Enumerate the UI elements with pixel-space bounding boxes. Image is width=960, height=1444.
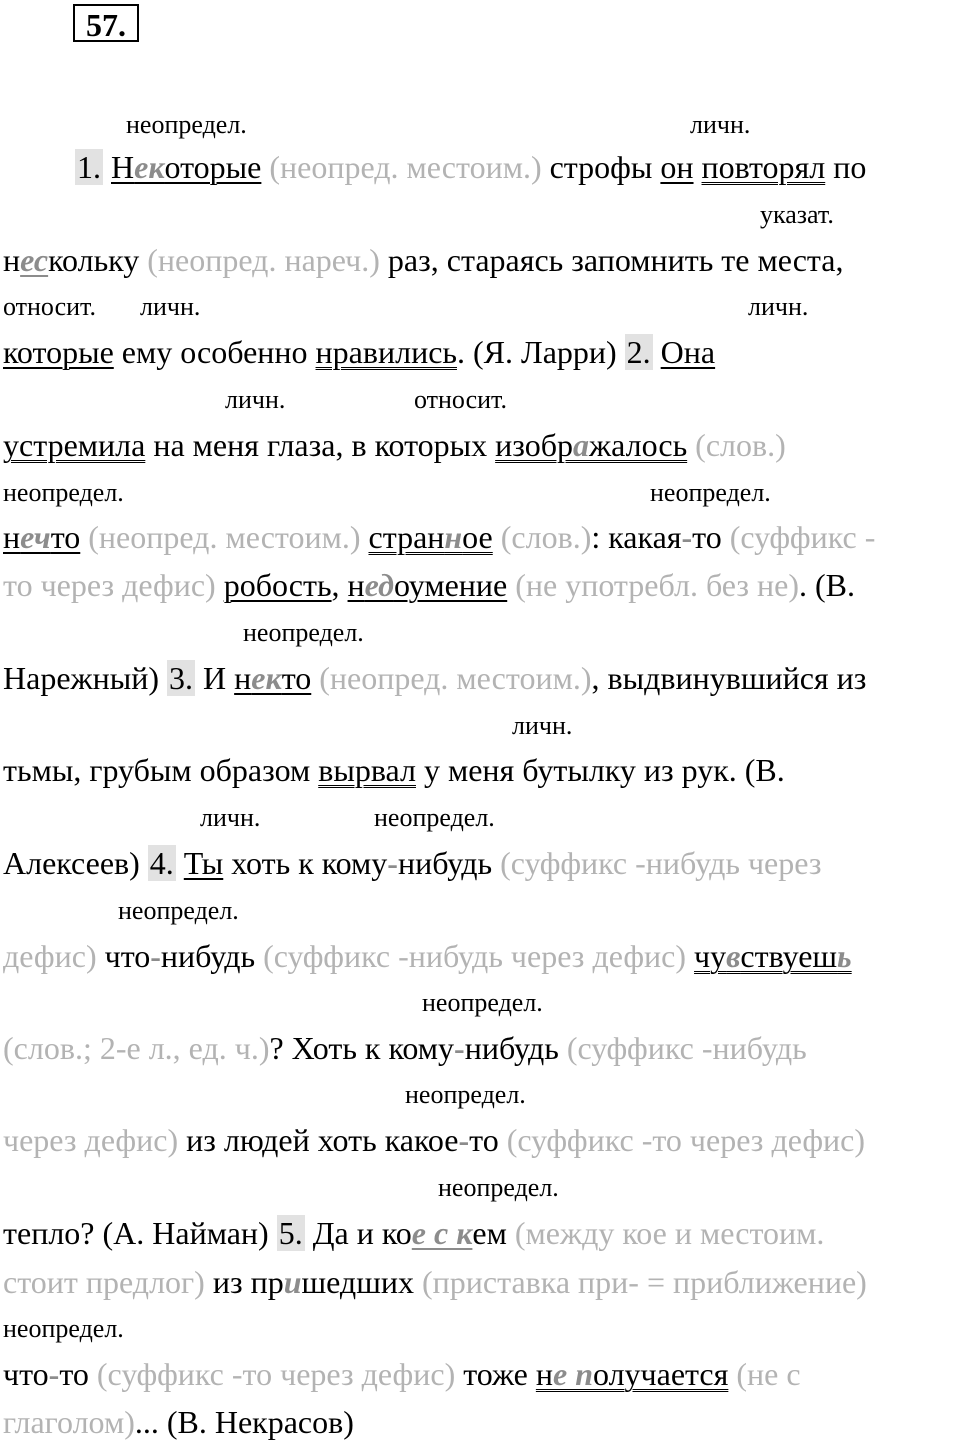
word-neskolku: нескольку [3, 242, 140, 278]
annotation: неопредел. [438, 1173, 559, 1202]
highlight-spelling: е с к [411, 1215, 473, 1251]
annotation: личн. [200, 803, 261, 832]
annotation: неопредел. [3, 478, 124, 507]
comment: (суффикс -то через дефис) [96, 1356, 456, 1392]
sentence-number: 1. [77, 149, 101, 185]
comment: (суффикс -то через дефис) [506, 1122, 866, 1158]
text-line-1: 1. Некоторые (неопред. местоим.) строфы он повторял по [77, 149, 867, 185]
comment: (неопред. местоим.) [88, 519, 361, 555]
comment: (суффикс -нибудь [566, 1030, 807, 1066]
predicate: устремила [3, 427, 146, 463]
comment: (приставка при- = приближение) [421, 1264, 867, 1300]
subject: Она [660, 334, 716, 370]
comment: (неопред. местоим.) [319, 660, 592, 696]
predicate: не получается [535, 1356, 729, 1392]
word-nekotorye: Некоторые [111, 149, 262, 185]
comment: (не употребл. без не) [515, 567, 800, 603]
annotation: неопредел. [422, 988, 543, 1017]
subject: недоумение [347, 567, 508, 603]
text-line-4: устремила на меня глаза, в которых изображалось (слов.) [3, 427, 786, 463]
annotation: указат. [760, 200, 834, 229]
subject: некто [234, 660, 312, 696]
comment: (не с [736, 1356, 801, 1392]
annotation: неопредел. [126, 110, 247, 139]
predicate: странное [368, 519, 493, 555]
text-line-8: тьмы, грубым образом вырвал у меня бутылку из рук. (В. [3, 752, 785, 788]
sentence-number: 5. [278, 1215, 303, 1251]
text-line-7: Нарежный) 3. И некто (неопред. местоим.), выдвинувшийся из [3, 660, 867, 696]
comment: то через дефис) [3, 567, 216, 603]
sentence-number: 4. [149, 845, 174, 881]
subject: робость [223, 567, 332, 603]
text-line-6: то через дефис) робость, недоумение (не употребл. без не). (В. [3, 567, 856, 603]
predicate: нравились [315, 334, 457, 370]
subject: которые [3, 334, 114, 370]
comment: через дефис) [3, 1122, 179, 1158]
subject: Ты [183, 845, 224, 881]
sentence-number: 2. [626, 334, 651, 370]
subject: нечто [3, 519, 81, 555]
comment: (суффикс - [729, 519, 876, 555]
text-line-14: стоит предлог) из пришедших (приставка при- = приближение) [3, 1264, 867, 1300]
comment: (слов.) [695, 427, 786, 463]
comment: (между кое и местоим. [514, 1215, 825, 1251]
comment: (слов.) [500, 519, 592, 555]
predicate: повторял [701, 149, 826, 185]
annotation: личн. [512, 711, 573, 740]
annotation: неопредел. [118, 896, 239, 925]
comment: (неопред. местоим.) [269, 149, 542, 185]
annotation: личн. [748, 292, 809, 321]
comment: (неопред. нареч.) [147, 242, 380, 278]
comment: (слов.; 2-е л., ед. ч.) [3, 1030, 270, 1066]
text-line-10: дефис) что-нибудь (суффикс -нибудь через дефис) чувствуешь [3, 938, 852, 974]
annotation: неопредел. [405, 1080, 526, 1109]
comment: стоит предлог) [3, 1264, 205, 1300]
text-line-2: нескольку (неопред. нареч.) раз, стараясь запомнить те места, [3, 242, 844, 278]
text-line-15: что-то (суффикс -то через дефис) тоже не получается (не с [3, 1356, 801, 1392]
text-line-9: Алексеев) 4. Ты хоть к кому-нибудь (суффикс -нибудь через [3, 845, 822, 881]
subject: он [660, 149, 694, 185]
comment: (суффикс -нибудь через дефис) [263, 938, 687, 974]
annotation: неопредел. [374, 803, 495, 832]
annotation: неопредел. [3, 1314, 124, 1343]
annotation: личн. [140, 292, 201, 321]
text-line-13: тепло? (А. Найман) 5. Да и кое с кем (между кое и местоим. [3, 1215, 825, 1251]
annotation: личн. [690, 110, 751, 139]
text-line-11: (слов.; 2-е л., ед. ч.)? Хоть к кому-нибудь (суффикс -нибудь [3, 1030, 807, 1066]
sentence-number: 3. [169, 660, 194, 696]
predicate: изображалось [495, 427, 688, 463]
comment: (суффикс -нибудь через [500, 845, 822, 881]
text-line-16: глаголом)... (В. Некрасов) [3, 1404, 354, 1440]
comment: глаголом) [3, 1404, 135, 1440]
exercise-number: 57. [73, 4, 139, 42]
annotation: личн. [225, 385, 286, 414]
annotation: неопредел. [650, 478, 771, 507]
predicate: вырвал [318, 752, 416, 788]
text-line-5: нечто (неопред. местоим.) странное (слов.): какая-то (суффикс - [3, 519, 876, 555]
annotation: неопредел. [243, 618, 364, 647]
text-line-12: через дефис) из людей хоть какое-то (суффикс -то через дефис) [3, 1122, 866, 1158]
predicate: чувствуешь [694, 938, 852, 974]
annotation: относит. [3, 292, 96, 321]
text-line-3: которые ему особенно нравились. (Я. Ларри) 2. Она [3, 334, 716, 370]
comment: дефис) [3, 938, 97, 974]
annotation: относит. [414, 385, 507, 414]
